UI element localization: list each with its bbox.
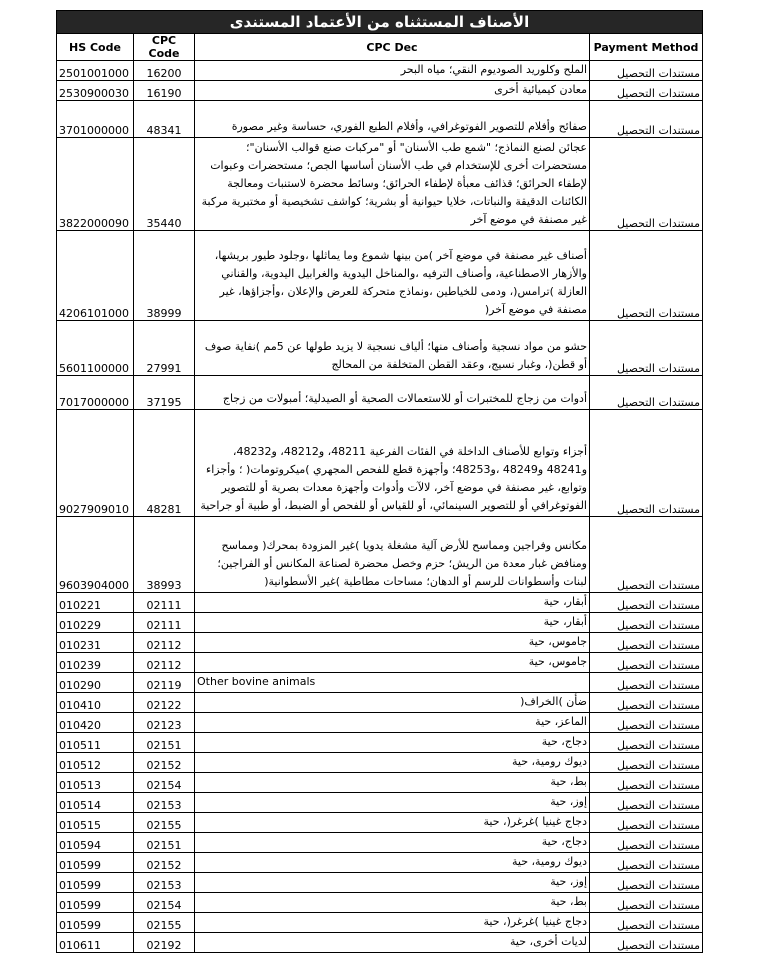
table-row — [57, 673, 703, 693]
hs-code-cell: 010611 — [57, 933, 134, 953]
table-row — [57, 633, 703, 653]
table-row — [57, 81, 703, 101]
cpc-desc-cell: لديات أخرى، حية — [195, 933, 590, 953]
cpc-desc-cell: أجزاء وتوابع للأصناف الداخلة في الفئات الفرعية 48211، و48212، و48232، و48241 و48249 ،و48253؛ وأجهزة قطع للفحص المجهري )ميكروتومات( ؛ وأجزاء وتوابع، غير مصنفة في موضع آخر، لالآت وأدوات وأجهزة معدات بصرية أو للتصوير الفوتوغرافي أو للتصوير السينمائي، أو للقياس أو للفحص أو الضبط، أو طبية أو جراحية — [195, 410, 590, 517]
header-hs-code: HS Code — [57, 34, 134, 61]
payment-method-cell: مستندات التحصيل — [590, 81, 703, 101]
cpc-code-cell: 38999 — [134, 231, 195, 321]
hs-code-cell: 010515 — [57, 813, 134, 833]
table-row — [57, 693, 703, 713]
table-row — [57, 833, 703, 853]
hs-code-cell: 3701000000 — [57, 101, 134, 138]
table-row — [57, 376, 703, 410]
cpc-desc-cell: الماعز، حية — [195, 713, 590, 733]
cpc-desc-cell: دجاج غينيا )غرغر(، حية — [195, 813, 590, 833]
hs-code-cell: 9027909010 — [57, 410, 134, 517]
cpc-code-cell: 16200 — [134, 61, 195, 81]
hs-code-cell: 010513 — [57, 773, 134, 793]
table-body — [57, 61, 703, 953]
table-row — [57, 101, 703, 138]
cpc-desc-cell: إوز، حية — [195, 793, 590, 813]
cpc-desc-cell: عجائن لصنع النماذج؛ "شمع طب الأسنان" أو "مركبات صنع قوالب الأسنان"؛ مستحضرات أخرى للإستخدام في طب الأسنان أساسها الجص؛ مستحضرات وعبوات لإطفاء الحرائق؛ قذائف معبأة لإطفاء الحرائق؛ وسائط محضرة لاستنبات ومعالجة الكائنات الدقيقة والنباتات، خلايا حيوانية أو بشرية؛ كواشف تشخيصية أو مختبرية مركبة غير مصنفة في موضع آخر — [195, 138, 590, 231]
cpc-desc-cell: الملح وكلوريد الصوديوم النقي؛ مياه البحر — [195, 61, 590, 81]
table-row — [57, 913, 703, 933]
header-cpc-code: CPC Code — [134, 34, 195, 61]
hs-code-cell: 7017000000 — [57, 376, 134, 410]
cpc-code-cell: 02111 — [134, 613, 195, 633]
cpc-code-cell: 02154 — [134, 773, 195, 793]
table-row — [57, 853, 703, 873]
cpc-code-cell: 02155 — [134, 913, 195, 933]
payment-method-cell: مستندات التحصيل — [590, 753, 703, 773]
table-title: الأصناف المستثناه من الأعتماد المستندى — [57, 11, 703, 34]
cpc-desc-cell: ديوك رومية، حية — [195, 753, 590, 773]
hs-code-cell: 010231 — [57, 633, 134, 653]
payment-method-cell: مستندات التحصيل — [590, 517, 703, 593]
cpc-code-cell: 02151 — [134, 833, 195, 853]
cpc-code-cell: 02155 — [134, 813, 195, 833]
table-row — [57, 873, 703, 893]
cpc-desc-cell: ضأن )الخراف( — [195, 693, 590, 713]
hs-code-cell: 010512 — [57, 753, 134, 773]
cpc-desc-cell: أدوات من زجاج للمختبرات أو للاستعمالات الصحية أو الصيدلية؛ أمبولات من زجاج — [195, 376, 590, 410]
table-row — [57, 653, 703, 673]
hs-code-cell: 010511 — [57, 733, 134, 753]
table-row — [57, 593, 703, 613]
payment-method-cell: مستندات التحصيل — [590, 61, 703, 81]
payment-method-cell: مستندات التحصيل — [590, 613, 703, 633]
payment-method-cell: مستندات التحصيل — [590, 853, 703, 873]
hs-code-cell: 010514 — [57, 793, 134, 813]
cpc-code-cell: 02112 — [134, 653, 195, 673]
cpc-desc-cell: بط، حية — [195, 773, 590, 793]
header-payment-method: Payment Method — [590, 34, 703, 61]
table-row — [57, 410, 703, 517]
cpc-code-cell: 02111 — [134, 593, 195, 613]
cpc-code-cell: 02112 — [134, 633, 195, 653]
cpc-code-cell: 48341 — [134, 101, 195, 138]
table-row — [57, 793, 703, 813]
payment-method-cell: مستندات التحصيل — [590, 633, 703, 653]
hs-code-cell: 5601100000 — [57, 321, 134, 376]
table-row — [57, 231, 703, 321]
payment-method-cell: مستندات التحصيل — [590, 101, 703, 138]
cpc-code-cell: 48281 — [134, 410, 195, 517]
cpc-desc-cell: دجاج، حية — [195, 833, 590, 853]
payment-method-cell: مستندات التحصيل — [590, 833, 703, 853]
hs-code-cell: 4206101000 — [57, 231, 134, 321]
cpc-code-cell: 37195 — [134, 376, 195, 410]
cpc-code-cell: 02153 — [134, 793, 195, 813]
cpc-desc-cell: دجاج، حية — [195, 733, 590, 753]
payment-method-cell: مستندات التحصيل — [590, 733, 703, 753]
cpc-desc-cell: معادن كيميائية أخرى — [195, 81, 590, 101]
hs-code-cell: 010229 — [57, 613, 134, 633]
cpc-code-cell: 16190 — [134, 81, 195, 101]
payment-method-cell: مستندات التحصيل — [590, 593, 703, 613]
payment-method-cell: مستندات التحصيل — [590, 773, 703, 793]
cpc-code-cell: 02152 — [134, 753, 195, 773]
header-cpc-desc: CPC Dec — [195, 34, 590, 61]
payment-method-cell: مستندات التحصيل — [590, 933, 703, 953]
hs-code-cell: 010410 — [57, 693, 134, 713]
cpc-code-cell: 02123 — [134, 713, 195, 733]
payment-method-cell: مستندات التحصيل — [590, 913, 703, 933]
hs-code-cell: 010599 — [57, 893, 134, 913]
table-row — [57, 933, 703, 953]
hs-code-cell: 010599 — [57, 913, 134, 933]
cpc-desc-cell: أبقار، حية — [195, 593, 590, 613]
table-row — [57, 321, 703, 376]
hs-code-cell: 010420 — [57, 713, 134, 733]
cpc-code-cell: 02153 — [134, 873, 195, 893]
exempt-items-table — [56, 10, 703, 953]
cpc-desc-cell: مكانس وفراجين ومماسح للأرض آلية مشغلة يدويا )غير المزودة بمحرك( ومماسح ومنافض غبار معدة من الريش؛ حزم وخصل محضرة لصناعة المكانس أو الفراجين؛ لبنات وأسطوانات للرسم أو الدهان؛ مساحات مطاطية )غير الأسطوانية( — [195, 517, 590, 593]
payment-method-cell: مستندات التحصيل — [590, 693, 703, 713]
cpc-code-cell: 02151 — [134, 733, 195, 753]
cpc-desc-cell: ديوك رومية، حية — [195, 853, 590, 873]
cpc-desc-cell: بط، حية — [195, 893, 590, 913]
cpc-desc-cell: إوز، حية — [195, 873, 590, 893]
payment-method-cell: مستندات التحصيل — [590, 873, 703, 893]
cpc-desc-cell: جاموس، حية — [195, 653, 590, 673]
cpc-code-cell: 38993 — [134, 517, 195, 593]
table-row — [57, 773, 703, 793]
payment-method-cell: مستندات التحصيل — [590, 231, 703, 321]
table-row — [57, 753, 703, 773]
table-row — [57, 138, 703, 231]
table-row — [57, 517, 703, 593]
hs-code-cell: 010290 — [57, 673, 134, 693]
hs-code-cell: 010599 — [57, 873, 134, 893]
hs-code-cell: 010594 — [57, 833, 134, 853]
table-row — [57, 733, 703, 753]
table-row — [57, 813, 703, 833]
table-row — [57, 893, 703, 913]
cpc-code-cell: 02122 — [134, 693, 195, 713]
cpc-code-cell: 35440 — [134, 138, 195, 231]
payment-method-cell: مستندات التحصيل — [590, 376, 703, 410]
exempt-items-sheet — [56, 10, 702, 953]
payment-method-cell: مستندات التحصيل — [590, 653, 703, 673]
cpc-desc-cell: Other bovine animals — [195, 673, 590, 693]
cpc-desc-cell: دجاج غينيا )غرغر(، حية — [195, 913, 590, 933]
table-row — [57, 713, 703, 733]
cpc-desc-cell: حشو من مواد نسجية وأصناف منها؛ ألياف نسجية لا يزيد طولها عن 5مم )نفاية صوف أو قطن(، وغبار نسيج، وعقد القطن المتخلفة من المحالج — [195, 321, 590, 376]
cpc-code-cell: 02154 — [134, 893, 195, 913]
hs-code-cell: 010221 — [57, 593, 134, 613]
payment-method-cell: مستندات التحصيل — [590, 321, 703, 376]
payment-method-cell: مستندات التحصيل — [590, 813, 703, 833]
payment-method-cell: مستندات التحصيل — [590, 893, 703, 913]
payment-method-cell: مستندات التحصيل — [590, 138, 703, 231]
hs-code-cell: 010599 — [57, 853, 134, 873]
hs-code-cell: 2501001000 — [57, 61, 134, 81]
hs-code-cell: 9603904000 — [57, 517, 134, 593]
payment-method-cell: مستندات التحصيل — [590, 673, 703, 693]
cpc-code-cell: 02152 — [134, 853, 195, 873]
cpc-code-cell: 02119 — [134, 673, 195, 693]
cpc-code-cell: 02192 — [134, 933, 195, 953]
hs-code-cell: 010239 — [57, 653, 134, 673]
cpc-desc-cell: جاموس، حية — [195, 633, 590, 653]
table-row — [57, 613, 703, 633]
hs-code-cell: 2530900030 — [57, 81, 134, 101]
hs-code-cell: 3822000090 — [57, 138, 134, 231]
table-row — [57, 61, 703, 81]
cpc-desc-cell: أصناف غير مصنفة في موضع آخر )من بينها شموع وما يماثلها ،وجلود طيور بريشها، والأزهار الاصطناعية، وأصناف الترفيه ،والمناخل اليدوية والغرابيل اليدوية، والقناني العازلة )ترامس(، ودمى للخياطين ،ونماذج متحركة للعرض والإعلان ،وأجزاؤها، غير مصنفة في موضع آخر( — [195, 231, 590, 321]
payment-method-cell: مستندات التحصيل — [590, 793, 703, 813]
cpc-desc-cell: صفائح وأفلام للتصوير الفوتوغرافي، وأفلام الطبع الفوري، حساسة وغير مصورة — [195, 101, 590, 138]
cpc-desc-cell: أبقار، حية — [195, 613, 590, 633]
payment-method-cell: مستندات التحصيل — [590, 410, 703, 517]
cpc-code-cell: 27991 — [134, 321, 195, 376]
payment-method-cell: مستندات التحصيل — [590, 713, 703, 733]
